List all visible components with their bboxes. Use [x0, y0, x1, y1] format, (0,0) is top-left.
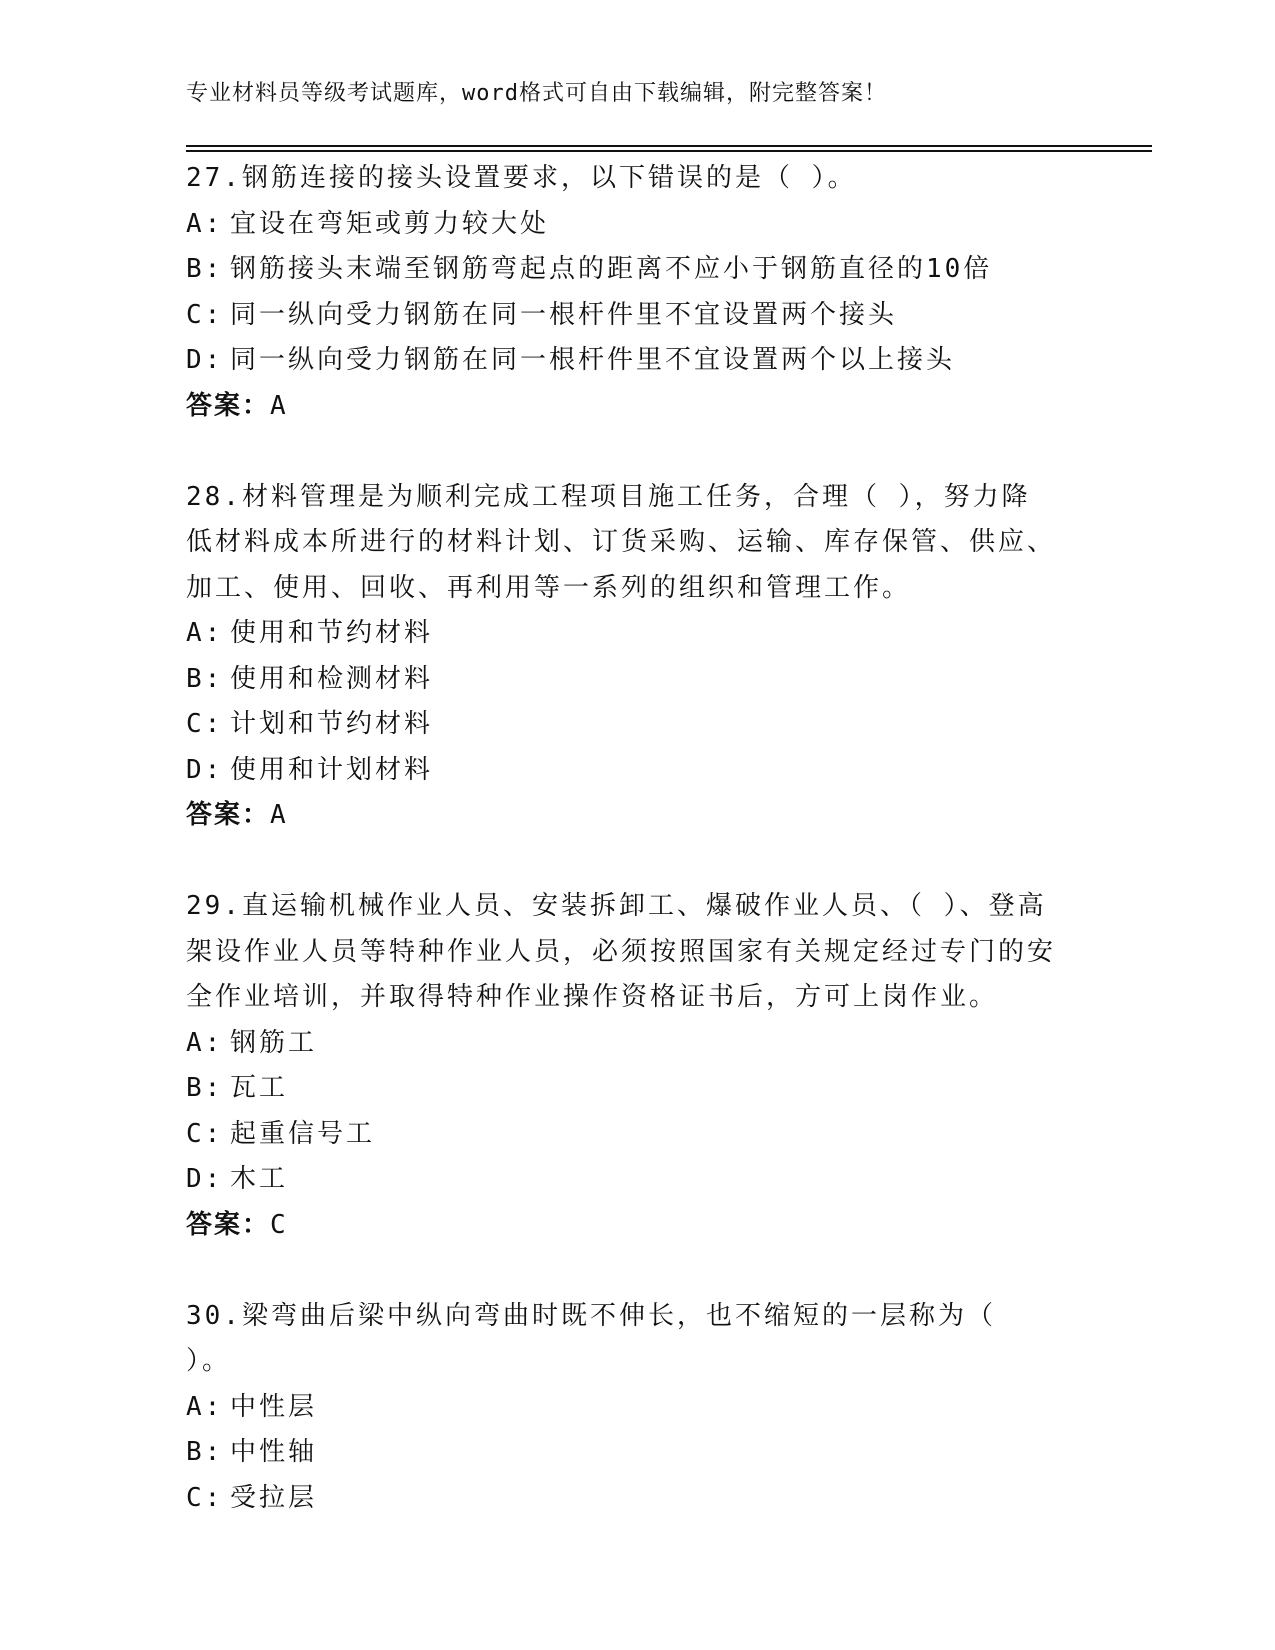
option-a [186, 611, 1056, 657]
answer-line [186, 384, 1056, 430]
option-letter: A: [186, 1391, 224, 1422]
option-d [186, 338, 1056, 384]
option-text: 同一纵向受力钢筋在同一根杆件里不宜设置两个以上接头 [230, 345, 956, 375]
option-d [186, 1157, 1056, 1203]
page-header: 专业材料员等级考试题库，word格式可自由下载编辑，附完整答案！ [186, 81, 887, 106]
option-text: 同一纵向受力钢筋在同一根杆件里不宜设置两个接头 [230, 299, 898, 330]
option-text: 木工 [230, 1164, 289, 1194]
option-b [186, 1066, 1056, 1112]
option-letter: B: [186, 254, 224, 284]
question-28 [186, 475, 1056, 839]
option-text: 宜设在弯矩或剪力较大处 [230, 208, 550, 239]
option-d [186, 748, 1056, 794]
option-a [186, 1385, 1056, 1431]
option-text: 计划和节约材料 [230, 709, 434, 739]
option-c [186, 1476, 1056, 1522]
question-spacer [186, 429, 1056, 475]
option-letter: B: [186, 1437, 224, 1467]
option-text: 受拉层 [230, 1482, 318, 1513]
question-30 [186, 1294, 1056, 1522]
option-letter: C: [186, 1118, 224, 1149]
option-letter: C: [186, 1482, 224, 1513]
header-rule-bottom [186, 150, 1152, 152]
question-spacer [186, 1248, 1056, 1294]
question-stem: 28.材料管理是为顺利完成工程项目施工任务，合理（ ），努力降低材料成本所进行的材料计划、订货采购、运输、库存保管、供应、加工、使用、回收、再利用等一系列的组织和管理工作。 [186, 481, 1057, 603]
answer-line [186, 1203, 1056, 1249]
option-b [186, 247, 1056, 293]
question-spacer [186, 839, 1056, 885]
question-29 [186, 884, 1056, 1248]
option-letter: A: [186, 208, 224, 239]
option-text: 钢筋接头末端至钢筋弯起点的距离不应小于钢筋直径的10倍 [230, 254, 993, 284]
answer-label: 答案： [186, 800, 271, 830]
question-list [186, 156, 1056, 1521]
answer-value: C [270, 1209, 289, 1240]
option-a [186, 1021, 1056, 1067]
option-a [186, 202, 1056, 248]
answer-value: A [270, 800, 289, 830]
option-text: 使用和节约材料 [230, 618, 434, 648]
option-text: 中性轴 [230, 1437, 318, 1467]
option-letter: D: [186, 1164, 224, 1194]
option-text: 瓦工 [230, 1073, 289, 1103]
question-27 [186, 156, 1056, 429]
option-b [186, 657, 1056, 703]
answer-value: A [270, 390, 289, 421]
option-letter: A: [186, 1027, 224, 1058]
option-letter: C: [186, 299, 224, 330]
question-stem: 27.钢筋连接的接头设置要求，以下错误的是（ ）。 [186, 163, 857, 193]
option-text: 使用和检测材料 [230, 663, 434, 694]
option-letter: A: [186, 618, 224, 648]
answer-label: 答案： [186, 1209, 271, 1240]
option-letter: D: [186, 345, 224, 375]
answer-line [186, 793, 1056, 839]
header-rule-top [186, 145, 1152, 147]
question-stem: 30.梁弯曲后梁中纵向弯曲时既不伸长，也不缩短的一层称为（ ）。 [186, 1300, 996, 1376]
option-text: 钢筋工 [230, 1027, 318, 1058]
option-text: 中性层 [230, 1391, 318, 1422]
question-stem: 29.直运输机械作业人员、安装拆卸工、爆破作业人员、（ ）、登高架设作业人员等特种作业人员，必须按照国家有关规定经过专门的安全作业培训，并取得特种作业操作资格证书后，方可上岗作业。 [186, 891, 1057, 1012]
option-letter: D: [186, 754, 224, 785]
option-c [186, 702, 1056, 748]
option-c [186, 293, 1056, 339]
option-letter: B: [186, 663, 224, 694]
option-text: 使用和计划材料 [230, 754, 434, 785]
option-letter: C: [186, 709, 224, 739]
option-b [186, 1430, 1056, 1476]
option-text: 起重信号工 [230, 1118, 376, 1149]
option-c [186, 1112, 1056, 1158]
answer-label: 答案： [186, 390, 271, 421]
option-letter: B: [186, 1073, 224, 1103]
